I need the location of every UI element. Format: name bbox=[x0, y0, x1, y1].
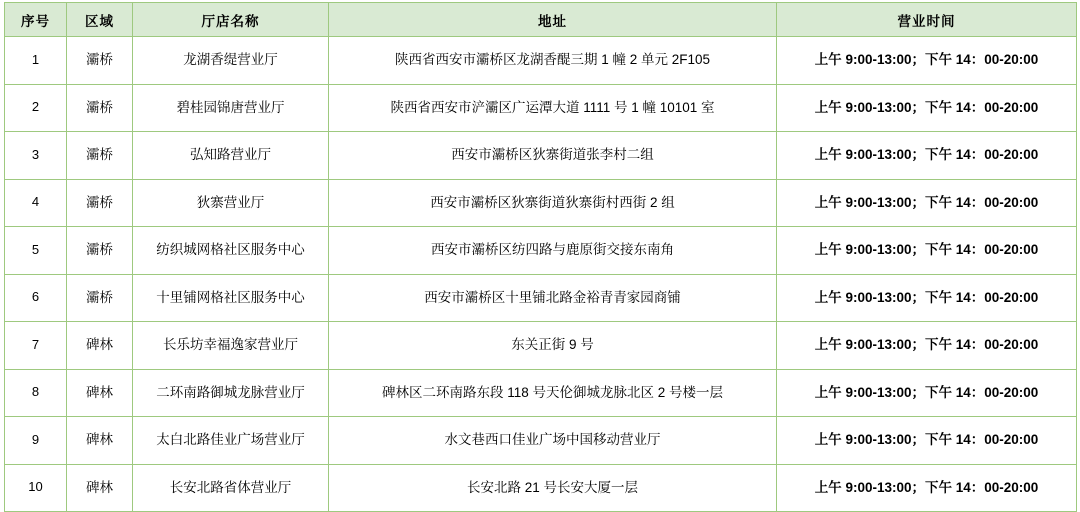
cell-index: 8 bbox=[5, 369, 67, 417]
table-row bbox=[5, 84, 1077, 132]
cell-name: 十里铺网格社区服务中心 bbox=[133, 274, 329, 322]
cell-area: 灞桥 bbox=[67, 132, 133, 180]
cell-hours: 上午 9:00-13:00；下午 14：00-20:00 bbox=[777, 84, 1077, 132]
cell-hours: 上午 9:00-13:00；下午 14：00-20:00 bbox=[777, 369, 1077, 417]
cell-hours: 上午 9:00-13:00；下午 14：00-20:00 bbox=[777, 132, 1077, 180]
cell-hours: 上午 9:00-13:00；下午 14：00-20:00 bbox=[777, 37, 1077, 85]
cell-address: 东关正街 9 号 bbox=[329, 322, 777, 370]
column-header-address: 地址 bbox=[329, 3, 777, 37]
cell-index: 2 bbox=[5, 84, 67, 132]
cell-index: 5 bbox=[5, 227, 67, 275]
column-header-hours: 营业时间 bbox=[777, 3, 1077, 37]
cell-address: 水文巷西口佳业广场中国移动营业厅 bbox=[329, 417, 777, 465]
cell-index: 10 bbox=[5, 464, 67, 512]
column-header-area: 区域 bbox=[67, 3, 133, 37]
table-row bbox=[5, 227, 1077, 275]
cell-name: 龙湖香缇营业厅 bbox=[133, 37, 329, 85]
table-body bbox=[5, 37, 1077, 512]
cell-area: 灞桥 bbox=[67, 37, 133, 85]
cell-index: 7 bbox=[5, 322, 67, 370]
cell-address: 长安北路 21 号长安大厦一层 bbox=[329, 464, 777, 512]
cell-address: 陕西省西安市浐灞区广运潭大道 1111 号 1 幢 10101 室 bbox=[329, 84, 777, 132]
cell-name: 太白北路佳业广场营业厅 bbox=[133, 417, 329, 465]
cell-index: 1 bbox=[5, 37, 67, 85]
cell-area: 碑林 bbox=[67, 464, 133, 512]
cell-name: 二环南路御城龙脉营业厅 bbox=[133, 369, 329, 417]
cell-area: 碑林 bbox=[67, 369, 133, 417]
cell-hours: 上午 9:00-13:00；下午 14：00-20:00 bbox=[777, 464, 1077, 512]
store-list-table bbox=[4, 2, 1077, 512]
cell-address: 陕西省西安市灞桥区龙湖香醍三期 1 幢 2 单元 2F105 bbox=[329, 37, 777, 85]
cell-name: 长安北路省体营业厅 bbox=[133, 464, 329, 512]
cell-hours: 上午 9:00-13:00；下午 14：00-20:00 bbox=[777, 322, 1077, 370]
cell-name: 弘知路营业厅 bbox=[133, 132, 329, 180]
cell-name: 纺织城网格社区服务中心 bbox=[133, 227, 329, 275]
cell-area: 灞桥 bbox=[67, 274, 133, 322]
cell-hours: 上午 9:00-13:00；下午 14：00-20:00 bbox=[777, 227, 1077, 275]
cell-name: 长乐坊幸福逸家营业厅 bbox=[133, 322, 329, 370]
cell-index: 3 bbox=[5, 132, 67, 180]
table-row bbox=[5, 179, 1077, 227]
cell-address: 西安市灞桥区狄寨街道张李村二组 bbox=[329, 132, 777, 180]
cell-area: 灞桥 bbox=[67, 179, 133, 227]
cell-address: 碑林区二环南路东段 118 号天伦御城龙脉北区 2 号楼一层 bbox=[329, 369, 777, 417]
table-row bbox=[5, 417, 1077, 465]
table-row bbox=[5, 322, 1077, 370]
cell-area: 碑林 bbox=[67, 322, 133, 370]
table-row bbox=[5, 37, 1077, 85]
cell-address: 西安市灞桥区狄寨街道狄寨街村西街 2 组 bbox=[329, 179, 777, 227]
cell-area: 灞桥 bbox=[67, 84, 133, 132]
cell-address: 西安市灞桥区纺四路与鹿原街交接东南角 bbox=[329, 227, 777, 275]
cell-name: 狄寨营业厅 bbox=[133, 179, 329, 227]
table-header-row bbox=[5, 3, 1077, 37]
cell-hours: 上午 9:00-13:00；下午 14：00-20:00 bbox=[777, 274, 1077, 322]
cell-index: 9 bbox=[5, 417, 67, 465]
cell-address: 西安市灞桥区十里铺北路金裕青青家园商铺 bbox=[329, 274, 777, 322]
cell-area: 碑林 bbox=[67, 417, 133, 465]
column-header-name: 厅店名称 bbox=[133, 3, 329, 37]
table-row bbox=[5, 464, 1077, 512]
cell-hours: 上午 9:00-13:00；下午 14：00-20:00 bbox=[777, 417, 1077, 465]
cell-name: 碧桂园锦唐营业厅 bbox=[133, 84, 329, 132]
cell-index: 4 bbox=[5, 179, 67, 227]
table-row bbox=[5, 132, 1077, 180]
table-row bbox=[5, 274, 1077, 322]
table-header bbox=[5, 3, 1077, 37]
table-row bbox=[5, 369, 1077, 417]
column-header-index: 序号 bbox=[5, 3, 67, 37]
cell-hours: 上午 9:00-13:00；下午 14：00-20:00 bbox=[777, 179, 1077, 227]
cell-area: 灞桥 bbox=[67, 227, 133, 275]
cell-index: 6 bbox=[5, 274, 67, 322]
